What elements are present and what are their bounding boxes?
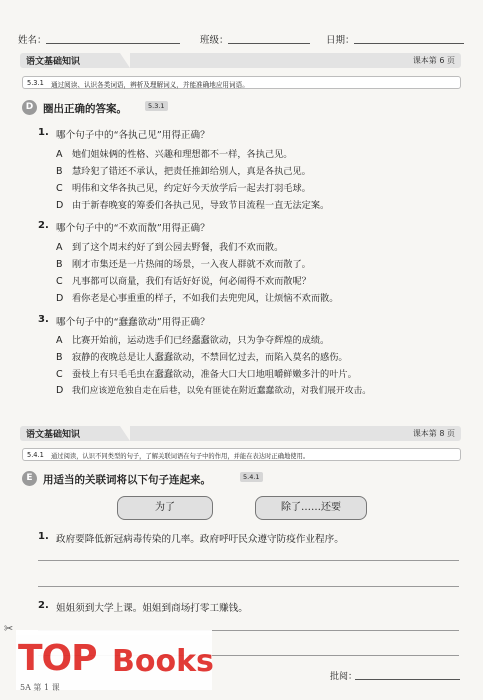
answer-line[interactable]: [38, 586, 459, 587]
objective-text: 通过阅读、认识各类词语，辨析及理解词义，并能准确地应用词语。: [51, 81, 249, 89]
answer-option[interactable]: [56, 163, 311, 177]
option-letter: C: [56, 183, 63, 194]
word-bank-option[interactable]: 除了……还要: [255, 496, 367, 520]
activity-title: 圈出正确的答案。: [43, 103, 127, 115]
activity-letter-badge: E: [22, 471, 37, 486]
learning-objective-1: [22, 76, 461, 89]
class-label: 班级：: [200, 35, 229, 46]
option-text: 刚才市集还是一片热闹的场景，一入夜人群就不欢而散了。: [72, 259, 311, 270]
question-number: 2.: [38, 600, 49, 611]
option-letter: A: [56, 242, 63, 253]
question-number: 3.: [38, 314, 49, 325]
option-text: 比赛开始前，运动选手们已经蠢蠢欲动，只为争夺辉煌的成绩。: [72, 335, 330, 346]
section-title: 语文基础知识: [26, 430, 81, 440]
section-banner-2: [20, 426, 461, 441]
footer-page-label: 5A 第 1 课: [20, 683, 60, 692]
question-number: 2.: [38, 220, 49, 231]
objective-code: 5.3.1: [27, 79, 44, 87]
date-line[interactable]: [354, 43, 464, 44]
activity-title: 用适当的关联词将以下句子连起来。: [43, 474, 211, 486]
option-text: 明伟和文华各执己见，约定好今天放学后一起去打羽毛球。: [72, 183, 311, 194]
question-text: 哪个句子中的“各执己见”用得正确？: [56, 130, 210, 141]
answer-option[interactable]: [56, 383, 371, 396]
answer-line[interactable]: [38, 560, 459, 561]
question-text: 哪个句子中的“蠢蠢欲动”用得正确？: [56, 317, 210, 328]
learning-objective-2: [22, 448, 461, 461]
answer-option[interactable]: [56, 180, 311, 194]
banner-notch: [120, 426, 130, 441]
option-text: 寂静的夜晚总是让人蠢蠢欲动，不禁回忆过去，而陷入莫名的感伤。: [72, 352, 348, 363]
review-label: 批阅：: [330, 672, 358, 682]
option-letter: D: [56, 293, 64, 304]
option-letter: C: [56, 369, 63, 380]
question-text: 姐姐须到大学上课。姐姐到商场打零工赚钱。: [56, 603, 248, 614]
answer-option[interactable]: [56, 290, 338, 304]
option-text: 她们姐妹俩的性格、兴趣和理想都不一样，各执己见。: [72, 149, 293, 160]
option-letter: B: [56, 259, 63, 270]
topbooks-logo: [16, 630, 212, 690]
option-text: 慧玲犯了错还不承认，把责任推卸给别人，真是各执己见。: [72, 166, 311, 177]
option-text: 凡事都可以商量，我们有话好好说，何必闹得不欢而散呢？: [72, 276, 311, 287]
option-text: 由于新春晚宴的筹委们各执己见，导致节目流程一直无法定案。: [72, 200, 330, 211]
answer-option[interactable]: [56, 366, 357, 380]
answer-option[interactable]: [56, 273, 311, 287]
answer-option[interactable]: [56, 146, 293, 160]
student-info-row: [18, 32, 465, 48]
option-text: 到了这个周末约好了到公园去野餐，我们不欢而散。: [72, 242, 284, 253]
option-letter: A: [56, 149, 63, 160]
date-label: 日期：: [326, 35, 355, 46]
review-signature-line[interactable]: [355, 679, 460, 680]
option-text: 看你老是心事重重的样子，不如我们去兜兜风，让烦恼不欢而散。: [72, 293, 339, 304]
objective-tag: 5.3.1: [145, 101, 168, 111]
question-text: 政府要降低新冠病毒传染的几率。政府呼吁民众遵守防疫作业程序。: [56, 534, 344, 545]
answer-option[interactable]: [56, 332, 329, 346]
option-letter: D: [56, 200, 64, 211]
name-line[interactable]: [46, 43, 180, 44]
objective-text: 通过阅读，认识不同类型的句子，了解关联词语在句子中的作用，并能在表达时正确地使用。: [51, 453, 310, 460]
scissors-icon: ✂: [4, 622, 14, 635]
option-letter: C: [56, 276, 63, 287]
answer-option[interactable]: [56, 349, 348, 363]
word-bank-option[interactable]: 为了: [117, 496, 213, 520]
answer-option[interactable]: [56, 239, 283, 253]
answer-option[interactable]: [56, 197, 329, 211]
class-line[interactable]: [228, 43, 310, 44]
option-letter: B: [56, 352, 63, 363]
option-text: 蚕枝上有只毛毛虫在蠢蠢欲动，准备大口大口地咀嚼鲜嫩多汁的叶片。: [72, 369, 357, 380]
option-letter: A: [56, 335, 63, 346]
question-number: 1.: [38, 531, 49, 542]
option-letter: D: [56, 385, 64, 396]
objective-tag: 5.4.1: [240, 472, 263, 482]
objective-code: 5.4.1: [27, 451, 44, 459]
option-letter: B: [56, 166, 63, 177]
section-title: 语文基础知识: [26, 57, 81, 67]
activity-d-header: [22, 100, 242, 116]
logo-top-text: TOP: [18, 638, 97, 679]
section-banner-1: [20, 53, 461, 68]
answer-option[interactable]: [56, 256, 311, 270]
textbook-page-ref: 课本第 8 页: [412, 429, 455, 438]
logo-books-text: Books: [112, 644, 214, 679]
option-text: 我们应该逆危独自走在后巷，以免有匪徒在附近蠢蠢欲动，对我们展开攻击。: [72, 386, 372, 396]
activity-e-header: [22, 471, 322, 487]
question-number: 1.: [38, 127, 49, 138]
banner-notch: [120, 53, 130, 68]
textbook-page-ref: 课本第 6 页: [412, 56, 455, 65]
question-text: 哪个句子中的“不欢而散”用得正确？: [56, 223, 210, 234]
activity-letter-badge: D: [22, 100, 37, 115]
name-label: 姓名：: [18, 35, 47, 46]
